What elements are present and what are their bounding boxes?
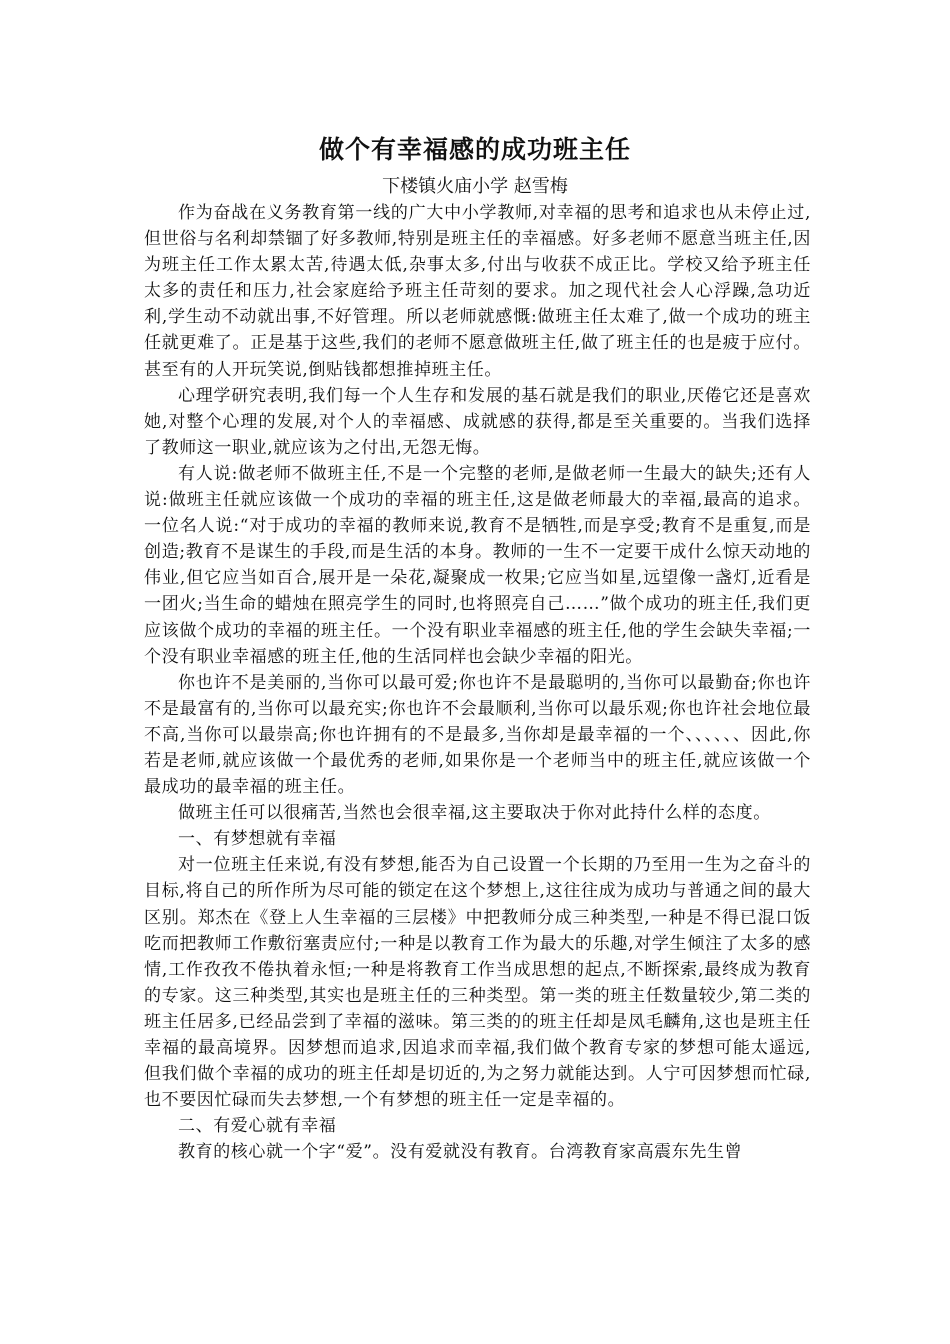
author-line: 下楼镇火庙小学 赵雪梅: [382, 176, 568, 197]
paragraph: 做班主任可以很痛苦,当然也会很幸福,这主要取决于你对此持什么样的态度。: [178, 803, 771, 824]
paragraph: 对一位班主任来说,有没有梦想,能否为自己设置一个长期的乃至用一生为之奋斗的目标,将自己的所作所为尽可能的锁定在这个梦想上,这往往成为成功与普通之间的最大区别。郑杰在《登上人生幸福的三层楼》中把教师分成三种类型,一种是不得已混口饭吃而把教师工作敷衍塞责应付;一种是以教育工作为最大的乐趣,对学生倾注了太多的感情,工作孜孜不倦执着永恒;一种是将教育工作当成思想的起点,不断探索,最终成为教育的专家。这三种类型,其实也是班主任的三种类型。第一类的班主任数量较少,第二类的班主任居多,已经品尝到了幸福的滋味。第三类的的班主任却是凤毛麟角,这也是班主任幸福的最高境界。因梦想而追求,因追求而幸福,我们做个教育专家的梦想可能太遥远,但我们做个幸福的成功的班主任却是切近的,为之努力就能达到。人宁可因梦想而忙碌,也不要因忙碌而失去梦想,一个有梦想的班主任一定是幸福的。: [144, 855, 811, 1111]
paragraph: 作为奋战在义务教育第一线的广大中小学教师,对幸福的思考和追求也从未停止过,但世俗与名利却禁锢了好多教师,特别是班主任的幸福感。好多老师不愿意当班主任,因为班主任工作太累太苦,待遇太低,杂事太多,付出与收获不成正比。学校又给予班主任太多的责任和压力,社会家庭给予班主任苛刻的要求。加之现代社会人心浮躁,急功近利,学生动不动就出事,不好管理。所以老师就感慨:做班主任太难了,做一个成功的班主任就更难了。正是基于这些,我们的老师不愿意做班主任,做了班主任的也是疲于应付。甚至有的人开玩笑说,倒贴钱都想推掉班主任。: [144, 203, 811, 380]
section-heading: 二、有爱心就有幸福: [178, 1116, 337, 1137]
paragraph: 教育的核心就一个字“爱”。没有爱就没有教育。台湾教育家高震东先生曾: [178, 1142, 743, 1163]
document-body: [144, 200, 811, 1165]
paragraph: 你也许不是美丽的,当你可以最可爱;你也许不是最聪明的,当你可以最勤奋;你也许不是最富有的,当你可以最充实;你也许不会最顺利,当你可以最乐观;你也许社会地位最不高,当你可以最崇高;你也许拥有的不是最多,当你却是最幸福的一个、、、、、、因此,你若是老师,就应该做一个最优秀的老师,如果你是一个老师当中的班主任,就应该做一个最成功的最幸福的班主任。: [144, 672, 811, 798]
section-heading: 一、有梦想就有幸福: [178, 829, 337, 850]
document-title: 做个有幸福感的成功班主任: [318, 135, 631, 164]
paragraph: 有人说:做老师不做班主任,不是一个完整的老师,是做老师一生最大的缺失;还有人说:做班主任就应该做一个成功的幸福的班主任,这是做老师最大的幸福,最高的追求。一位名人说:“对于成功的幸福的教师来说,教育不是牺牲,而是享受;教育不是重复,而是创造;教育不是谋生的手段,而是生活的本身。教师的一生不一定要干成什么惊天动地的伟业,但它应当如百合,展开是一朵花,凝聚成一枚果;它应当如星,远望像一盏灯,近看是一团火;当生命的蜡烛在照亮学生的同时,也将照亮自己……”做个成功的班主任,我们更应该做个成功的幸福的班主任。一个没有职业幸福感的班主任,他的学生会缺失幸福;一个没有职业幸福感的班主任,他的生活同样也会缺少幸福的阳光。: [144, 463, 811, 667]
paragraph: 心理学研究表明,我们每一个人生存和发展的基石就是我们的职业,厌倦它还是喜欢她,对整个心理的发展,对个人的幸福感、成就感的获得,都是至关重要的。当我们选择了教师这一职业,就应该为之付出,无怨无悔。: [144, 385, 812, 458]
